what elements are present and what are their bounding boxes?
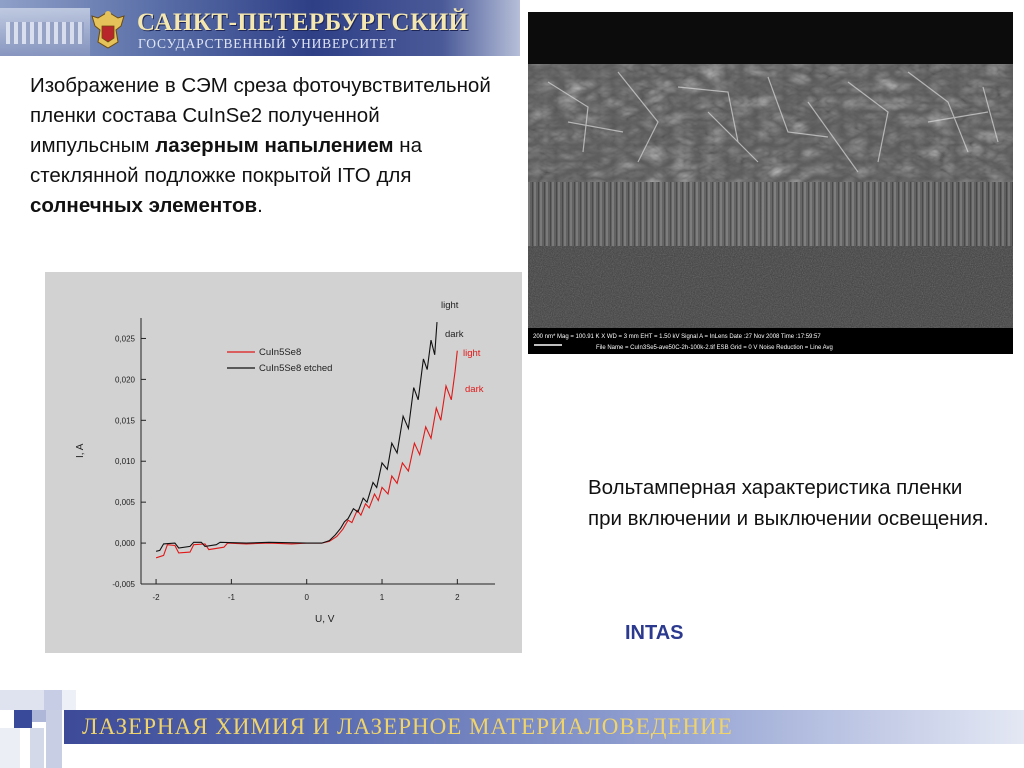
annotation-dark-red: dark bbox=[465, 384, 484, 395]
sem-image bbox=[528, 12, 1013, 354]
y-tick-label: 0,025 bbox=[114, 334, 135, 344]
y-tick-label: 0,020 bbox=[114, 375, 135, 385]
solar-cells-emphasis: солнечных элементов bbox=[30, 194, 258, 217]
series-line-cuin5se8 bbox=[156, 351, 457, 558]
sem-info-row-1: 200 nm* Mag = 100.91 K X WD = 3 mm EHT = 1.50 kV Signal A = InLens Date :27 Nov 2008 Time :17:59:57 bbox=[533, 334, 821, 340]
university-subtitle: ГОСУДАРСТВЕННЫЙ УНИВЕРСИТЕТ bbox=[138, 36, 398, 51]
x-axis-label: U, V bbox=[315, 614, 335, 625]
legend-label-cuin5se8-etched: CuIn5Se8 etched bbox=[259, 363, 333, 374]
sem-description: Изображение в СЭМ среза фоточувствительной пленки состава CuInSe2 полученной импульсным лазерным напылением на стеклянной подложке покрытой ITO для солнечных элементов. bbox=[30, 74, 491, 217]
chart-legend bbox=[227, 347, 332, 374]
x-tick-label: -1 bbox=[227, 593, 235, 602]
university-name: САНКТ-ПЕТЕРБУРГСКИЙ bbox=[137, 9, 469, 36]
intas-credit: INTAS bbox=[625, 622, 684, 644]
legend-label-cuin5se8: CuIn5Se8 bbox=[259, 347, 302, 358]
sem-info-row-2: File Name = CuIn3Se5-ave50C-2h-100k-2.tif ESB Grid = 0 V Noise Reduction = Line Avg bbox=[596, 345, 833, 351]
laser-deposition-emphasis: лазерным напылением bbox=[155, 134, 394, 157]
y-tick-label: 0,000 bbox=[114, 539, 135, 549]
x-tick-label: 2 bbox=[455, 593, 460, 602]
university-banner bbox=[0, 0, 520, 56]
university-crest-icon bbox=[88, 8, 128, 52]
y-tick-label: 0,005 bbox=[114, 498, 135, 508]
annotation-light-black: light bbox=[441, 300, 459, 311]
footer-title: ЛАЗЕРНАЯ ХИМИЯ И ЛАЗЕРНОЕ МАТЕРИАЛОВЕДЕНИЕ bbox=[82, 714, 733, 739]
university-building-image bbox=[0, 8, 90, 56]
iv-caption: Вольтамперная характеристика пленки при включении и выключении освещения. bbox=[588, 476, 989, 530]
y-tick-label: -0,005 bbox=[112, 580, 135, 589]
y-tick-label: 0,015 bbox=[114, 416, 135, 426]
annotation-dark-black: dark bbox=[445, 329, 464, 340]
x-tick-label: 0 bbox=[304, 593, 309, 602]
iv-chart-svg bbox=[45, 272, 522, 653]
iv-chart bbox=[45, 272, 522, 653]
y-tick-label: 0,010 bbox=[114, 457, 135, 467]
annotation-light-red: light bbox=[463, 348, 481, 359]
x-tick-label: -2 bbox=[152, 593, 160, 602]
y-axis-label: I, A bbox=[75, 443, 86, 458]
x-tick-label: 1 bbox=[379, 593, 385, 602]
sem-micrograph bbox=[528, 12, 1013, 354]
chart-axes bbox=[141, 318, 495, 584]
